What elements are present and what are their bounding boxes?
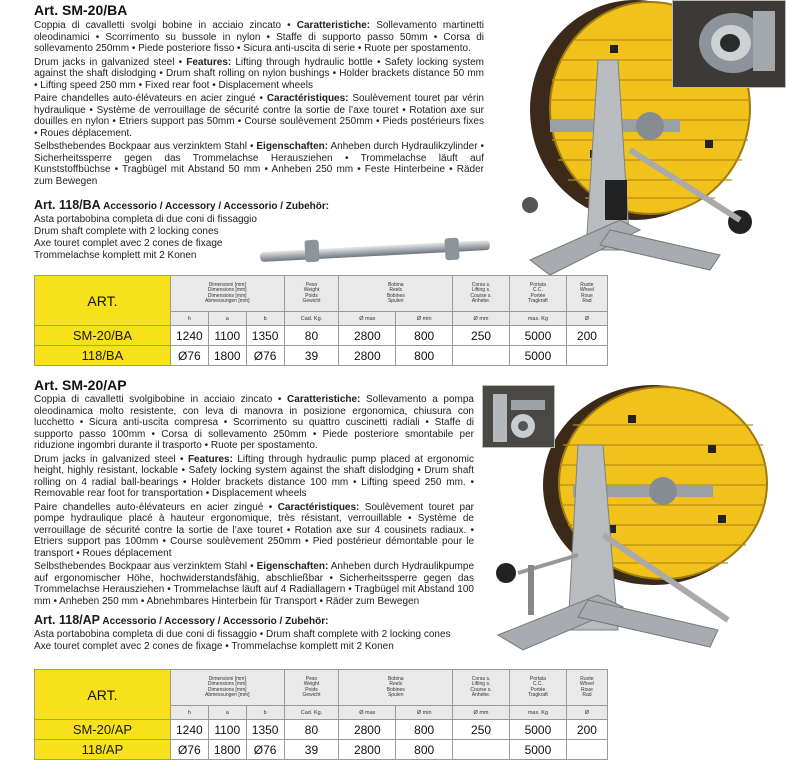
value-cell: 80 [284, 326, 339, 346]
value-cell: 5000 [509, 346, 566, 366]
header-weight: Peso Weight Poids Gewicht [284, 670, 339, 706]
value-cell: 250 [453, 720, 510, 740]
header-weight: Peso Weight Poids Gewicht [284, 276, 339, 312]
table-row [35, 720, 608, 740]
subheader: Cad. Kg. [284, 312, 339, 326]
value-cell: 800 [396, 326, 453, 346]
art-header: ART. [35, 276, 171, 326]
subheader: Ø max [339, 706, 396, 720]
model-cell: SM-20/BA [35, 326, 171, 346]
subheader: Ø min [396, 312, 453, 326]
spec-table-ba [34, 275, 608, 366]
value-cell: 5000 [509, 326, 566, 346]
header-wheel: Ruote Wheel Roue Rad [566, 276, 607, 312]
subheader: Ø mm [453, 312, 510, 326]
header-capacity: Portata C.C. Portée Tragkraft [509, 670, 566, 706]
accessory-line: Asta portabobina completa di due coni di fissaggio • Drum shaft complete with 2 locking cones [34, 629, 451, 640]
value-cell: 2800 [339, 720, 396, 740]
value-cell [566, 346, 607, 366]
subheader: h [170, 312, 208, 326]
value-cell: 1350 [246, 326, 284, 346]
value-cell: Ø76 [170, 740, 208, 760]
value-cell [453, 346, 510, 366]
subheader: b [246, 312, 284, 326]
hub-detail-photo [672, 0, 786, 88]
accessory-line: Trommelachse komplett mit 2 Konen [34, 250, 197, 261]
subheader: Ø mm [453, 706, 510, 720]
value-cell: Ø76 [170, 346, 208, 366]
value-cell: 2800 [339, 346, 396, 366]
value-cell: 1240 [170, 720, 208, 740]
value-cell: 39 [284, 740, 339, 760]
value-cell: 1800 [208, 740, 246, 760]
drum-shaft-photo [255, 232, 495, 272]
subheader: Ø [566, 706, 607, 720]
value-cell: 5000 [509, 740, 566, 760]
value-cell [566, 740, 607, 760]
pump-detail-photo [482, 385, 555, 448]
value-cell [453, 740, 510, 760]
accessory-line: Axe touret complet avec 2 cones de fixage [34, 238, 223, 249]
value-cell: 1100 [208, 720, 246, 740]
value-cell: 1100 [208, 326, 246, 346]
subheader: Cad. Kg. [284, 706, 339, 720]
paragraph-fr: Paire chandelles auto-élévateurs en acier zingué • Caractéristiques: Soulèvement touret par pompe hydraulique placé à hauteur ergonomique, très résistant, verrouillable • Système de verrouillage de sécurité contre la sortie de l’axe touret • Rotation axe sur 4 cousinets radiaux. • Etriers support pas 100mm • Course soulèvement 250mm • Pied postérieur démontable pour le transport • Roues déplacement [34, 501, 474, 559]
accessory-title: Art. 118/BA Accessorio / Accessory / Accessorio / Zubehör: [34, 198, 330, 212]
description-block-ba [34, 20, 484, 187]
value-cell: 1350 [246, 720, 284, 740]
model-cell: 118/BA [35, 346, 171, 366]
paragraph-en: Drum jacks in galvanized steel • Features: Lifting through hydraulic bottle • Safety locking system against the shaft dislodging • Drum shaft rolling on nylon bushings • Holder brackets distance 50 mm • Lifting speed 250 mm • Fixed rear foot • Displacement wheels [34, 56, 484, 91]
value-cell: Ø76 [246, 346, 284, 366]
header-capacity: Portata C.C. Portée Tragkraft [509, 276, 566, 312]
subheader: max. Kg [509, 312, 566, 326]
value-cell: 200 [566, 720, 607, 740]
value-cell: 80 [284, 720, 339, 740]
value-cell: 800 [396, 740, 453, 760]
value-cell: 2800 [339, 740, 396, 760]
header-dimensions: Dimensioni [mm] Dimensions [mm] Dimensions [mm] Abmessungen [mm] [170, 670, 284, 706]
table-row [35, 346, 608, 366]
paragraph-de: Selbsthebendes Bockpaar aus verzinktem Stahl • Eigenschaften: Anheben durch Hydraulikzylinder • Sicherheitssperre gegen das Trommelachse Herausziehen • Trommelachse läuft auf Kunststoffbüchse • Tragbügel mit Abstand 50 mm • Anheben 250 mm • Feste Hinterbeine • Räder zum Bewegen [34, 141, 484, 187]
value-cell: 800 [396, 346, 453, 366]
subheader: max. Kg [509, 706, 566, 720]
header-stroke: Corsa s. Lifting s. Course s. Anhebe. [453, 670, 510, 706]
model-cell: SM-20/AP [35, 720, 171, 740]
value-cell: 2800 [339, 326, 396, 346]
section-title-sm20ba: Art. SM-20/BA [34, 2, 128, 18]
header-wheel: Ruote Wheel Roue Rad [566, 670, 607, 706]
accessory-line: Axe touret complet avec 2 cones de fixage • Trommelachse komplett mit 2 Konen [34, 641, 394, 652]
subheader: a [208, 312, 246, 326]
table-row [35, 326, 608, 346]
value-cell: 1800 [208, 346, 246, 366]
subheader: b [246, 706, 284, 720]
subheader: a [208, 706, 246, 720]
accessory-block-ap [34, 613, 494, 653]
paragraph-fr: Paire chandelles auto-élévateurs en acier zingué • Caractéristiques: Soulèvement touret par vérin hydraulique • Système de verrouillage de sécurité contre la sortie de l’axe touret • Rotation axe sur douilles en nylon • Etriers support pas 50mm • Course soulèvement 250mm • Pieds postérieurs fixes • Roues déplacement. [34, 93, 484, 139]
accessory-line: Asta portabobina completa di due coni di fissaggio [34, 214, 257, 225]
value-cell: 800 [396, 720, 453, 740]
value-cell: 39 [284, 346, 339, 366]
accessory-line: Drum shaft complete with 2 locking cones [34, 226, 219, 237]
paragraph-de: Selbsthebendes Bockpaar aus verzinktem Stahl • Eigenschaften: Anheben durch Hydraulikpumpe auf ergonomischer Höhe, hochwiderstandsfähig, abschließbar • Sicherheitssperre gegen das Trommelachse Herausziehen • Trommelachse läuft auf 4 Radiallagern • Tragbügel mit Abstand 100 mm • Anheben 250 mm • Abnehmbares Hinterbein für Transport • Räder zum Bewegen [34, 561, 475, 607]
paragraph-en: Drum jacks in galvanized steel • Features: Lifting through hydraulic pump placed at ergonomic height, highly resistant, lockable • Safety locking system against the shaft dislodging • Drum shaft rolling on 4 radial ball-bearings • Holder brackets distance 100 mm • Lifting speed 250 mm. • Removable rear foot for transportation • Displacement wheels [34, 453, 474, 499]
header-stroke: Corsa s. Lifting s. Course s. Anhebe. [453, 276, 510, 312]
paragraph-it: Coppia di cavalletti svolgibobine in acciaio zincato • Caratteristiche: Sollevamento a pompa oleodinamica molto resistente, con leva di manovra in posizione ergonomica, chiusura con lucchetto • Sicura anti-uscita compresa • Scorrimento su quattro cuscinetti radiali • Staffe di supporto passo 100mm • Corsa di sollevamento 250mm • Piede posteriore smontabile per riduzione ingombri durante il trasporto • Ruote per spostamento. [34, 394, 474, 451]
value-cell: 5000 [509, 720, 566, 740]
accessory-title: Art. 118/AP Accessorio / Accessory / Accessorio / Zubehör: [34, 613, 329, 627]
paragraph-it: Coppia di cavalletti svolgi bobine in acciaio zincato • Caratteristiche: Sollevamento martinetti oleodinamici • Scorrimento su bussole in nylon • Staffe di supporto passo 50mm • Corsa di sollevamento 250mm • Piede posteriore fisso • Sicura anti-uscita di serie • Ruote per spostamento. [34, 20, 484, 54]
subheader: h [170, 706, 208, 720]
value-cell: Ø76 [246, 740, 284, 760]
model-cell: 118/AP [35, 740, 171, 760]
subheader: Ø max [339, 312, 396, 326]
art-header: ART. [35, 670, 171, 720]
section-title-sm20ap: Art. SM-20/AP [34, 377, 127, 393]
value-cell: 250 [453, 326, 510, 346]
header-reels: Bobina Reels Bobines Spulen [339, 670, 453, 706]
header-reels: Bobina Reels Bobines Spulen [339, 276, 453, 312]
header-dimensions: Dimensioni [mm] Dimensions [mm] Dimensions [mm] Abmessungen [mm] [170, 276, 284, 312]
value-cell: 200 [566, 326, 607, 346]
description-block-ap [34, 394, 474, 607]
subheader: Ø min [396, 706, 453, 720]
value-cell: 1240 [170, 326, 208, 346]
subheader: Ø [566, 312, 607, 326]
spec-table-ap [34, 669, 608, 760]
table-row [35, 740, 608, 760]
